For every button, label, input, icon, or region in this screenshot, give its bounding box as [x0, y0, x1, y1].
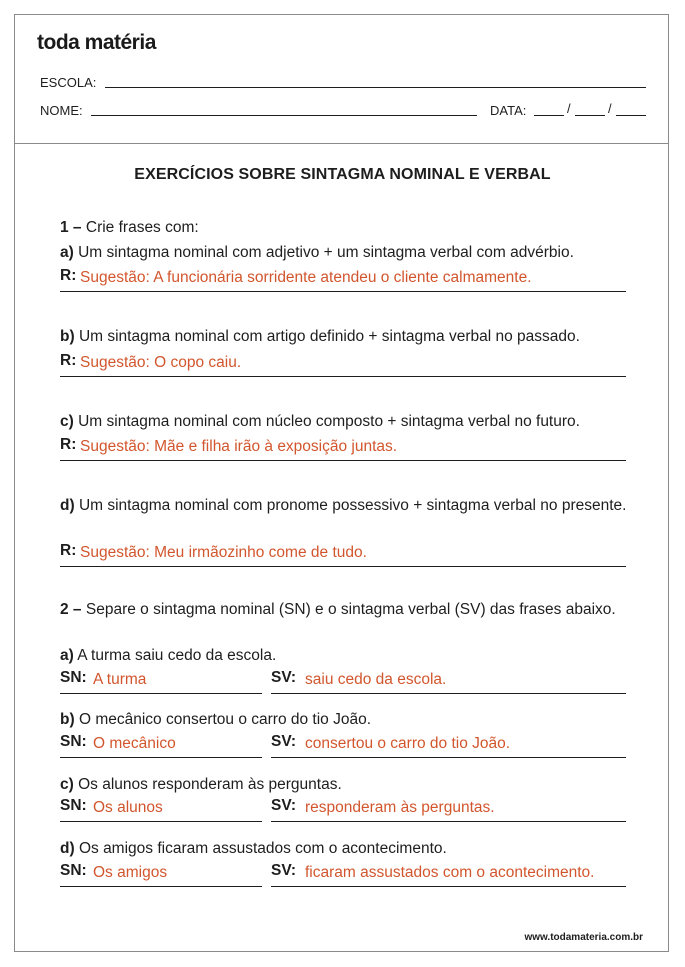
sn-answer: Os amigos	[93, 864, 168, 881]
answer-line	[60, 460, 626, 461]
question-1-heading	[60, 218, 199, 238]
sn-answer: A turma	[93, 671, 147, 688]
sv-field[interactable]	[271, 821, 626, 822]
date-slash: /	[567, 101, 571, 116]
item-text: Os amigos ficaram assustados com o acontecimento.	[78, 840, 447, 857]
nome-label: NOME:	[40, 103, 83, 118]
question-2b	[60, 710, 630, 730]
item-letter: b)	[60, 711, 75, 728]
question-number: 1 –	[60, 219, 82, 236]
escola-field[interactable]	[105, 87, 646, 88]
answer-label: R:	[60, 436, 77, 453]
item-letter: a)	[60, 244, 74, 261]
date-year-field[interactable]	[616, 115, 646, 116]
question-2-heading	[60, 600, 630, 620]
escola-label: ESCOLA:	[40, 75, 97, 90]
item-letter: c)	[60, 776, 74, 793]
sn-label: SN:	[60, 797, 87, 814]
item-letter: c)	[60, 413, 74, 430]
item-text: Um sintagma nominal com pronome possessivo + sintagma verbal no presente.	[78, 497, 627, 514]
question-1a	[60, 243, 630, 263]
question-2c	[60, 775, 630, 795]
answer-line	[60, 376, 626, 377]
sv-label: SV:	[271, 669, 296, 686]
answer-label: R:	[60, 352, 77, 369]
question-1d	[60, 496, 630, 516]
sn-answer: Os alunos	[93, 799, 163, 816]
item-letter: b)	[60, 328, 75, 345]
sv-field[interactable]	[271, 886, 626, 887]
item-text: O mecânico consertou o carro do tio João.	[78, 711, 372, 728]
sv-label: SV:	[271, 862, 296, 879]
item-text: Um sintagma nominal com adjetivo + um sintagma verbal com advérbio.	[78, 244, 574, 261]
answer-line	[60, 566, 626, 567]
sv-label: SV:	[271, 733, 296, 750]
item-text: Os alunos responderam às perguntas.	[78, 776, 342, 793]
item-letter: d)	[60, 840, 75, 857]
answer-1c[interactable]	[60, 436, 626, 458]
answer-1a[interactable]	[60, 267, 626, 289]
logo: toda matéria	[37, 31, 156, 54]
sv-answer: ficaram assustados com o acontecimento.	[305, 864, 595, 881]
answer-label: R:	[60, 542, 77, 559]
data-label: DATA:	[490, 103, 527, 118]
answer-2b	[60, 733, 626, 755]
sn-label: SN:	[60, 733, 87, 750]
answer-line	[60, 291, 626, 292]
sv-answer: saiu cedo da escola.	[305, 671, 447, 688]
item-letter: a)	[60, 647, 74, 664]
item-text: Um sintagma nominal com núcleo composto + sintagma verbal no futuro.	[78, 413, 580, 430]
question-prompt: Separe o sintagma nominal (SN) e o sintagma verbal (SV) das frases abaixo.	[85, 601, 616, 618]
answer-text: Sugestão: Mãe e filha irão à exposição juntas.	[80, 438, 398, 455]
sn-label: SN:	[60, 862, 87, 879]
answer-label: R:	[60, 267, 77, 284]
sn-field[interactable]	[60, 821, 262, 822]
question-number: 2 –	[60, 601, 82, 618]
nome-field[interactable]	[91, 115, 477, 116]
footer-url[interactable]: www.todamateria.com.br	[524, 932, 643, 943]
answer-2c	[60, 797, 626, 819]
sn-field[interactable]	[60, 886, 262, 887]
answer-1d[interactable]	[60, 542, 626, 564]
date-month-field[interactable]	[575, 115, 605, 116]
date-day-field[interactable]	[534, 115, 564, 116]
item-text: Um sintagma nominal com artigo definido + sintagma verbal no passado.	[78, 328, 580, 345]
answer-2d	[60, 862, 626, 884]
question-1c	[60, 412, 630, 432]
answer-1b[interactable]	[60, 352, 626, 374]
answer-text: Sugestão: O copo caiu.	[80, 354, 242, 371]
sn-field[interactable]	[60, 693, 262, 694]
header-divider	[15, 143, 668, 144]
sv-answer: responderam às perguntas.	[305, 799, 495, 816]
answer-2a	[60, 669, 626, 691]
page-title: EXERCÍCIOS SOBRE SINTAGMA NOMINAL E VERBAL	[134, 166, 551, 183]
sn-answer: O mecânico	[93, 735, 176, 752]
answer-text: Sugestão: A funcionária sorridente atendeu o cliente calmamente.	[80, 269, 532, 286]
sv-answer: consertou o carro do tio João.	[305, 735, 511, 752]
question-2d	[60, 839, 630, 859]
date-slash: /	[608, 101, 612, 116]
answer-text: Sugestão: Meu irmãozinho come de tudo.	[80, 544, 367, 561]
sv-field[interactable]	[271, 693, 626, 694]
question-2a	[60, 646, 630, 666]
item-text: A turma saiu cedo da escola.	[77, 647, 277, 664]
sn-field[interactable]	[60, 757, 262, 758]
question-prompt: Crie frases com:	[85, 219, 199, 236]
sv-label: SV:	[271, 797, 296, 814]
item-letter: d)	[60, 497, 75, 514]
question-1b	[60, 327, 630, 347]
sv-field[interactable]	[271, 757, 626, 758]
sn-label: SN:	[60, 669, 87, 686]
